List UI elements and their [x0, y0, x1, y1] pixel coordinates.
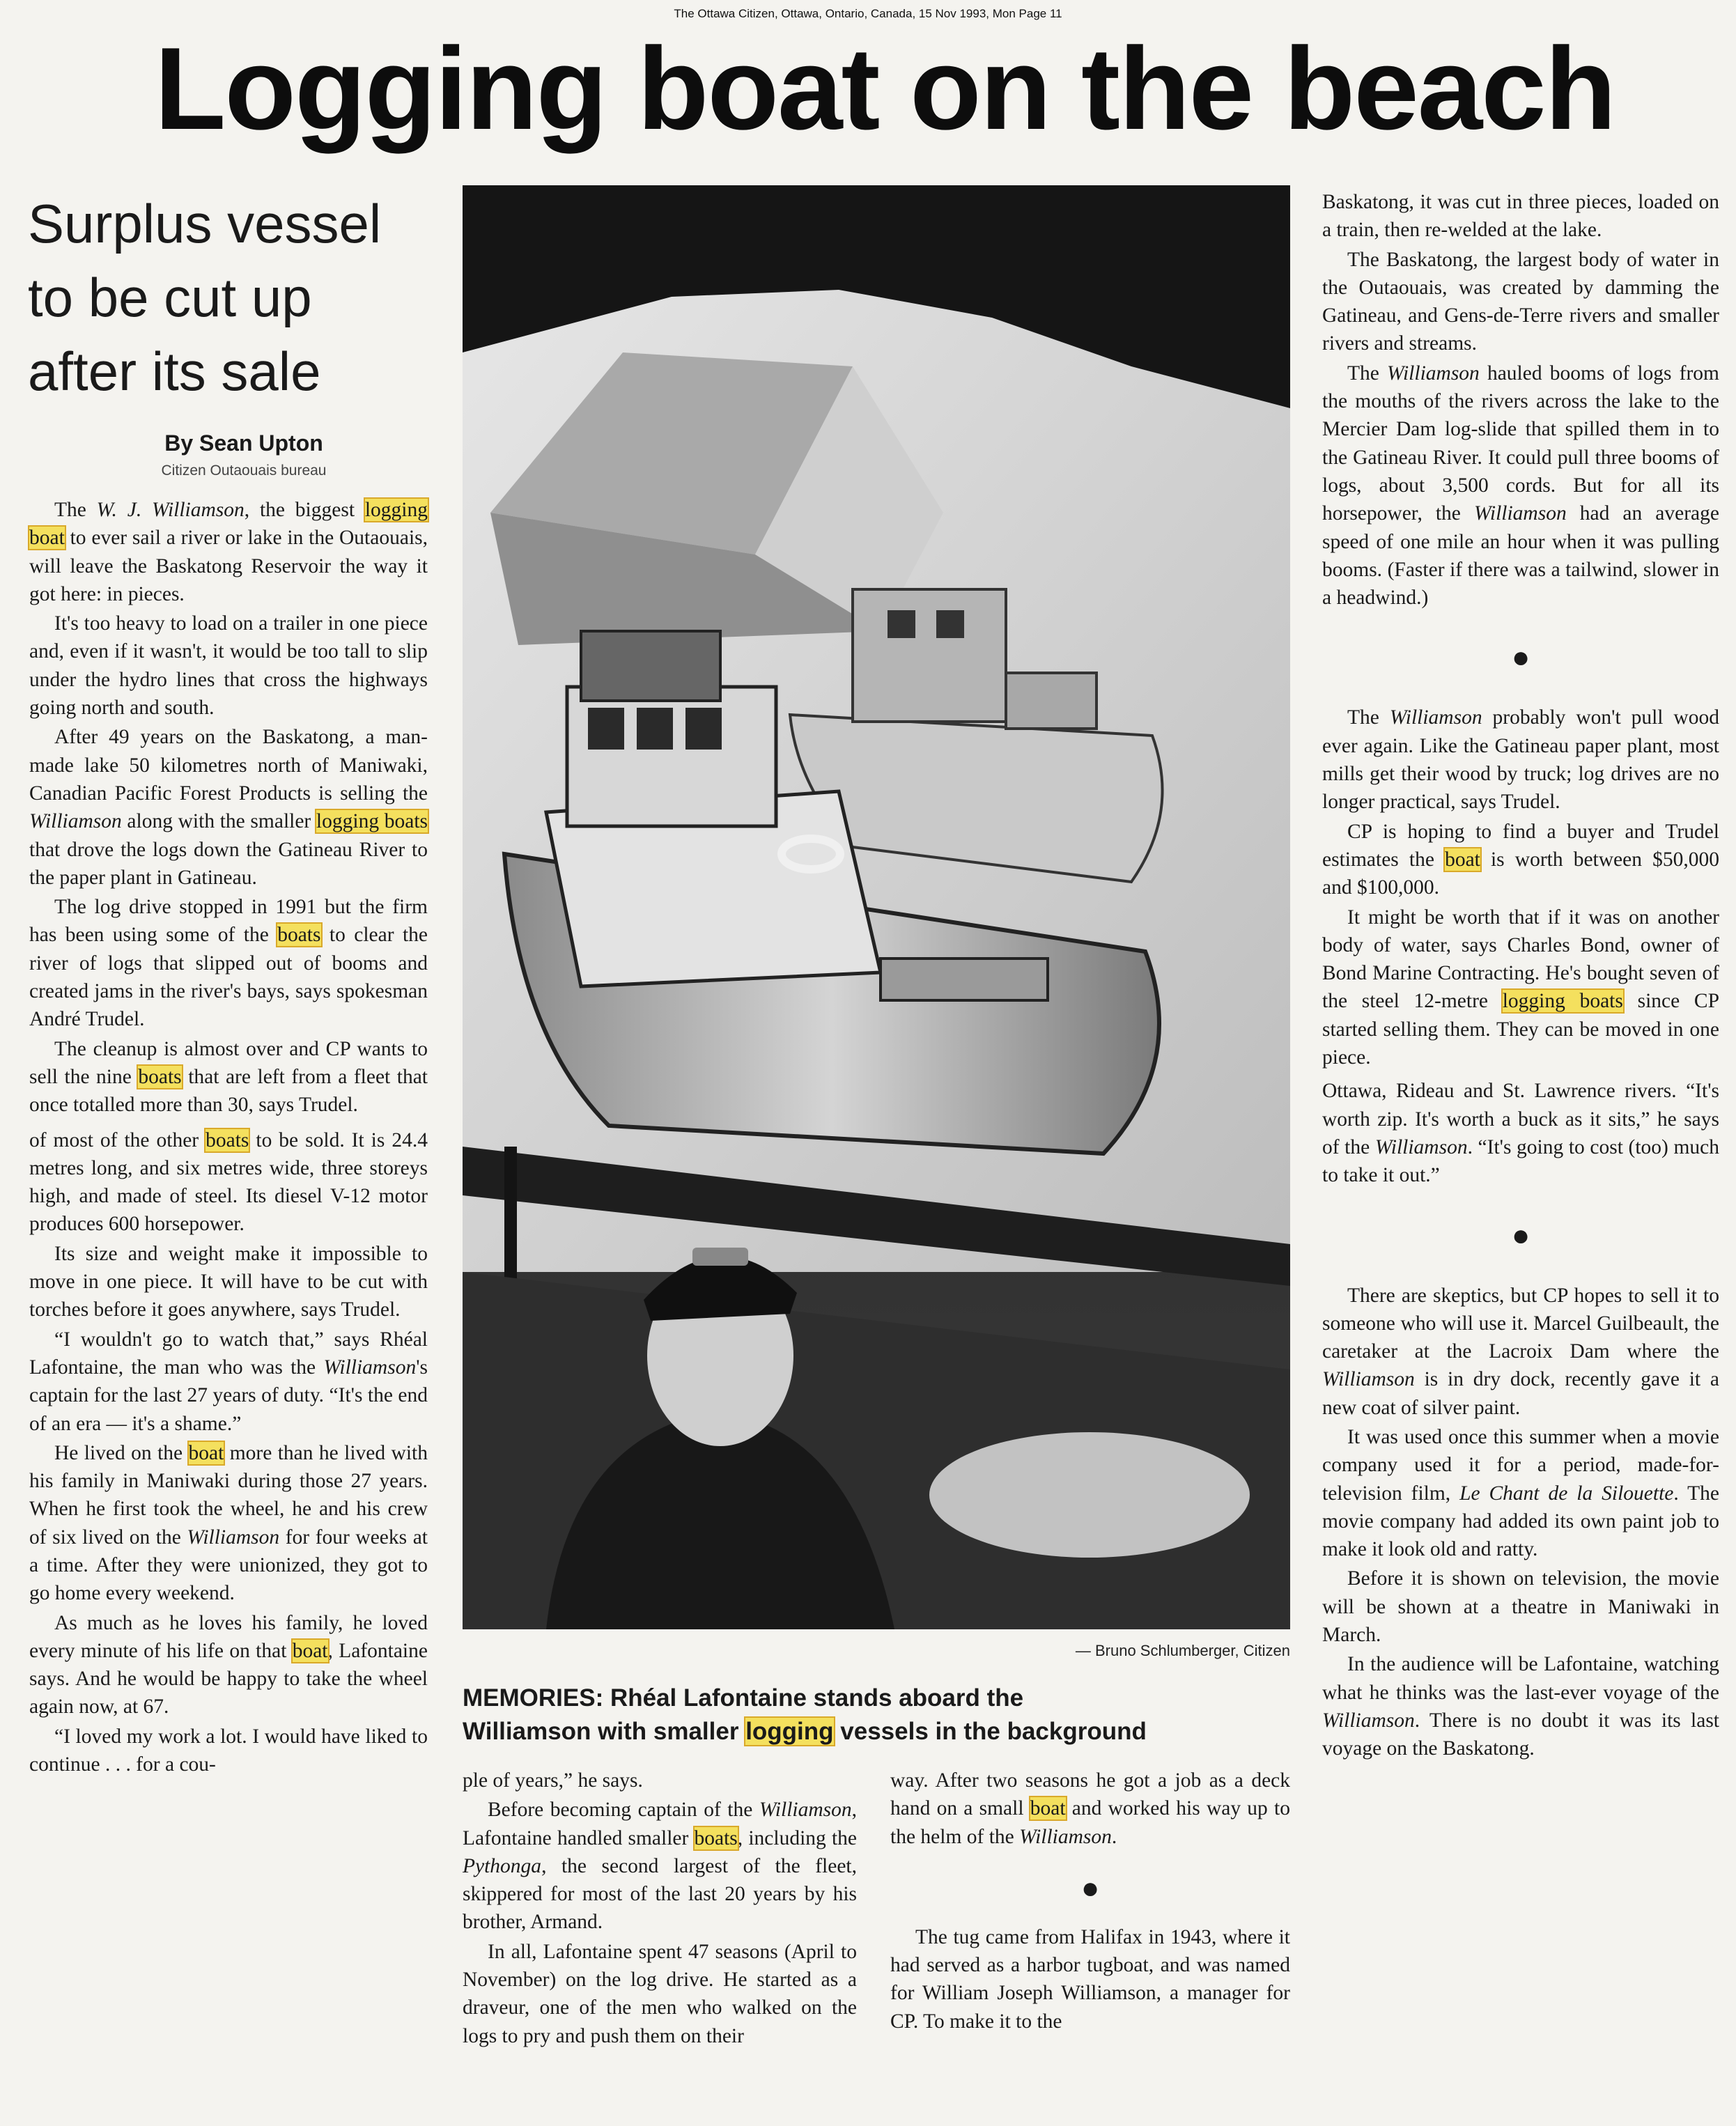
deck-line: to be cut up [28, 267, 312, 328]
caption-label: MEMORIES: [463, 1684, 604, 1712]
vessel-name: Williamson [759, 1799, 852, 1822]
paragraph: of most of the other boats to be sold. It is 24.4 metres long, and six metres wide, three storeys high, and made of steel. Its diesel V-12 motor produces 600 horsepower. [29, 1128, 428, 1236]
paragraph: ple of years,” he says. [463, 1769, 643, 1792]
deck [28, 187, 446, 408]
vessel-name: Williamson [1322, 1709, 1415, 1732]
search-highlight: boat [292, 1639, 328, 1662]
paragraph: He lived on the boat more than he lived with his family in Maniwaki during those 27 years. When he first took the wheel, he and his crew of six lived on the Williamson for four weeks at a time. After they were unionized, they got to go home every weekend. [29, 1441, 428, 1605]
paragraph: It's too heavy to load on a trailer in one piece and, even if it wasn't, it would be too tall to slip under the hydro lines that cross the highways going north and south. [29, 612, 428, 720]
search-highlight: boat [188, 1441, 224, 1464]
photo-caption [463, 1682, 1290, 1748]
photo-credit: — Bruno Schlumberger, Citizen [1075, 1642, 1290, 1659]
film-title: Le Chant de la Silouette [1459, 1482, 1674, 1505]
paragraph: In the audience will be Lafontaine, watching what he thinks was the last-ever voyage of the Williamson. There is no doubt it was its last voyage on the Baskatong. [1322, 1653, 1719, 1760]
paragraph: CP is hoping to find a buyer and Trudel estimates the boat is worth between $50,000 and $100,000. [1322, 820, 1719, 899]
search-highlight: logging boats [1502, 990, 1623, 1013]
paragraph: The tug came from Halifax in 1943, where it had served as a harbor tugboat, and was named for William Joseph Williamson, a manager for CP. To make it to the [890, 1925, 1290, 2033]
search-highlight: boats [138, 1065, 182, 1088]
vessel-name: Williamson [187, 1526, 280, 1549]
article-column-1 [29, 496, 428, 1778]
paragraph: In all, Lafontaine spent 47 seasons (April to November) on the log drive. He started as a draveur, one of the men who walked on the logs to pry and push them on their [463, 1940, 857, 2047]
paragraph: The Williamson probably won't pull wood ever again. Like the Gatineau paper plant, most mills get their wood by truck; log drives are no longer practical, says Trudel. [1322, 706, 1719, 814]
paragraph: Baskatong, it was cut in three pieces, loaded on a train, then re-welded at the lake. [1322, 191, 1719, 242]
vessel-name: Williamson [1322, 1368, 1415, 1391]
caption-line: MEMORIES: Rhéal Lafontaine stands aboard the [463, 1684, 1024, 1712]
paragraph: The Williamson hauled booms of logs from the mouths of the rivers across the lake to the Mercier Dam log-slide that spilled them in to the Gatineau River. It could pull three booms of logs, about 3,500 cords. But for all its horsepower, the Williamson had an average speed of one mile an hour when it was pulling booms. (Faster if there was a tailwind, slower in a headwind.) [1322, 362, 1719, 610]
byline: By Sean Upton [164, 430, 323, 456]
search-highlight: boat [1445, 848, 1480, 871]
vessel-name: Williamson [1389, 706, 1482, 729]
search-highlight: boats [277, 924, 321, 947]
source-line: The Ottawa Citizen, Ottawa, Ontario, Canada, 15 Nov 1993, Mon Page 11 [674, 7, 1062, 20]
bureau-line: Citizen Outaouais bureau [161, 463, 327, 479]
search-highlight: boats [694, 1826, 738, 1849]
paragraph: Before it is shown on television, the movie will be shown at a theatre in Maniwaki in March. [1322, 1567, 1719, 1647]
search-highlight: boat [1030, 1797, 1066, 1820]
paragraph: Its size and weight make it impossible to move in one piece. It will have to be cut with torches before it goes anywhere, says Trudel. [29, 1242, 428, 1321]
vessel-name: Williamson [1374, 1135, 1468, 1158]
deck-line: Surplus vessel [28, 193, 382, 254]
search-highlight: boats [206, 1128, 249, 1151]
paragraph: The W. J. Williamson, the biggest logging boat to ever sail a river or lake in the Outaouais, will leave the Baskatong Reservoir the way it got here: in pieces. [29, 499, 428, 605]
paragraph: way. After two seasons he got a job as a deck hand on a small boat and worked his way up to the helm of the Williamson. [890, 1769, 1290, 1848]
section-bullet: ● [1511, 640, 1530, 675]
snow-patch [929, 1432, 1250, 1558]
vessel-name: Williamson [1019, 1825, 1112, 1848]
article-column-3 [890, 1767, 1290, 2035]
vessel-name: Pythonga [463, 1854, 542, 1877]
section-bullet: ● [1080, 1870, 1100, 1905]
article-column-2 [463, 1767, 857, 2050]
paragraph: The Baskatong, the largest body of water in the Outaouais, was created by damming the Gatineau, and Gens-de-Terre rivers and smaller rivers and streams. [1322, 248, 1719, 355]
paragraph: “I loved my work a lot. I would have liked to continue . . . for a cou- [29, 1725, 428, 1776]
vessel-name: Williamson [323, 1356, 417, 1379]
search-highlight: logging boat [29, 499, 428, 550]
paragraph: Ottawa, Rideau and St. Lawrence rivers. “It's worth zip. It's worth a buck as it sits,” he says of the Williamson. “It's going to cost (too) much to take it out.” [1322, 1080, 1719, 1187]
deck-line: after its sale [28, 341, 321, 402]
paragraph: The cleanup is almost over and CP wants to sell the nine boats that are left from a fleet that once totalled more than 30, says Trudel. [29, 1037, 428, 1117]
vessel-name: Williamson [29, 810, 122, 833]
search-highlight: logging boats [316, 810, 428, 833]
paragraph: As much as he loves his family, he loved every minute of his life on that boat, Lafontaine says. And he would be happy to take the wheel again now, at 67. [29, 1611, 428, 1718]
paragraph: “I wouldn't go to watch that,” says Rhéal Lafontaine, the man who was the Williamson's captain for the last 27 years of duty. “It's the end of an era — it's a shame.” [29, 1328, 428, 1435]
paragraph: After 49 years on the Baskatong, a man-made lake 50 kilometres north of Maniwaki, Canadian Pacific Forest Products is selling the Williamson along with the smaller logging boats that drove the logs down the Gatineau River to the paper plant in Gatineau. [29, 726, 428, 889]
paragraph: There are skeptics, but CP hopes to sell it to someone who will use it. Marcel Guilbeault, the caretaker at the Lacroix Dam where the Williamson is in dry dock, recently gave it a new coat of silver paint. [1322, 1284, 1719, 1419]
section-bullet: ● [1511, 1218, 1530, 1252]
vessel-name: Williamson [1387, 362, 1480, 385]
search-highlight: logging [745, 1718, 834, 1745]
caption-line: Williamson with smaller logging vessels in the background [463, 1718, 1147, 1745]
article-column-4 [1322, 188, 1719, 1763]
paragraph: It was used once this summer when a movie company used it for a period, made-for-television film, Le Chant de la Silouette. The movie company had added its own paint job to make it look old and ratty. [1322, 1425, 1719, 1561]
paragraph: The log drive stopped in 1991 but the firm has been using some of the boats to clear the river of logs that slipped out of booms and created jams in the river's bays, says spokesman André Trudel. [29, 896, 428, 1031]
headline: Logging boat on the beach [154, 23, 1615, 154]
vessel-name: Williamson [1473, 502, 1567, 525]
paragraph: It might be worth that if it was on another body of water, says Charles Bond, owner of Bond Marine Contracting. He's bought seven of the steel 12-metre logging boats since CP started selling them. They can be moved in one piece. [1322, 906, 1720, 1069]
news-photo [463, 185, 1290, 1629]
vessel-name: W. J. Williamson [96, 499, 245, 521]
paragraph: Before becoming captain of the Williamson, Lafontaine handled smaller boats, including the Pythonga, the second largest of the fleet, skippered for most of the last 20 years by his brother, Armand. [463, 1799, 857, 1934]
